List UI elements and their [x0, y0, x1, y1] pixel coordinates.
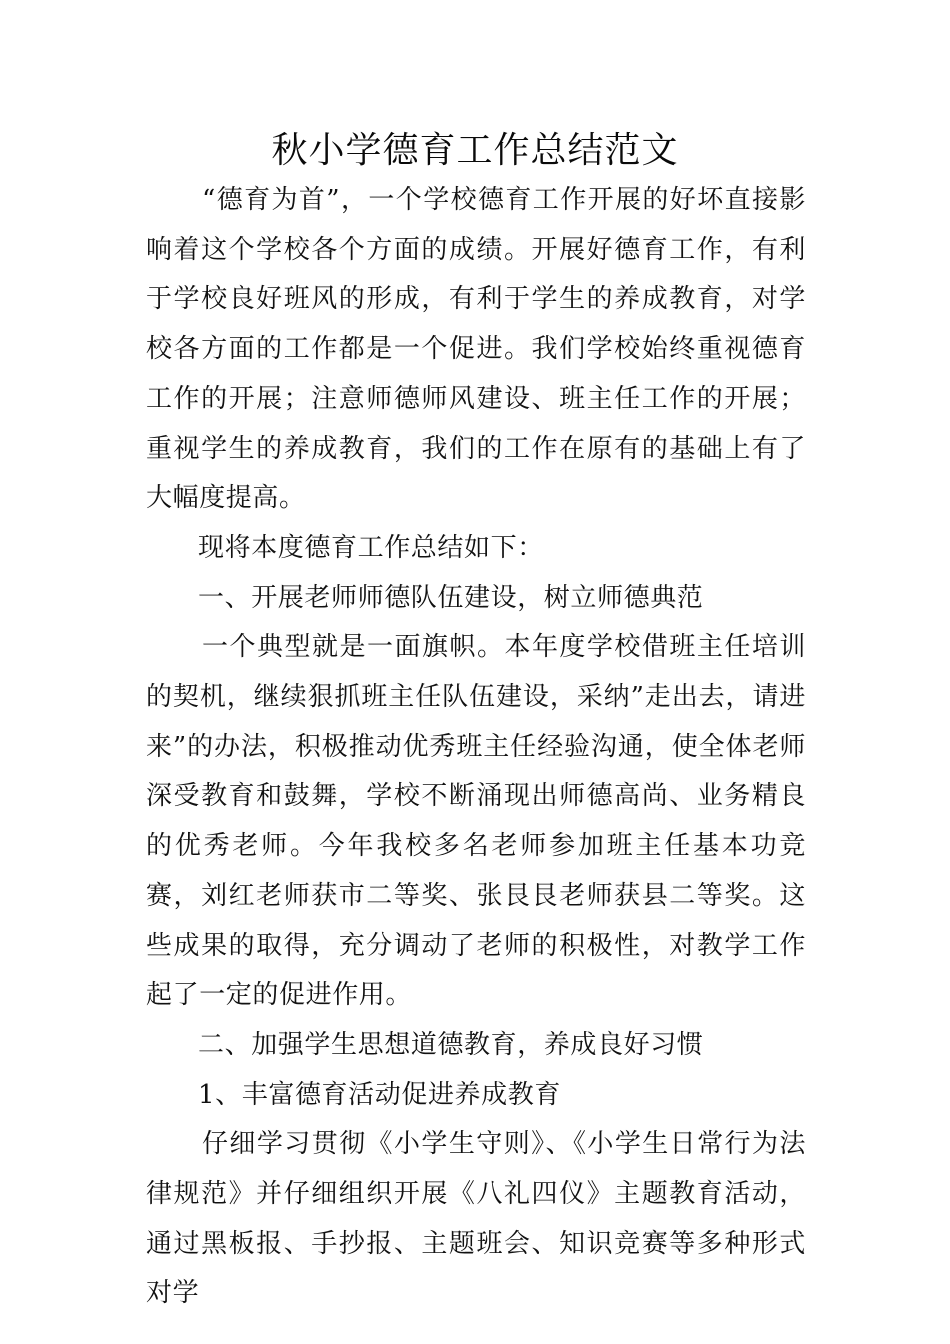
section-heading-1: 一、开展老师师德队伍建设，树立师德典范	[198, 582, 704, 613]
paragraph-moral-activities: 仔细学习贯彻《小学生守则》、《小学生日常行为法律规范》并仔细组织开展《八礼四仪》主题教育活动，通过黑板报、手抄报、主题班会、知识竞赛等多种形式对学	[146, 1129, 806, 1309]
document-body	[146, 176, 806, 1319]
paragraph-intro: “德育为首”，一个学校德育工作开展的好坏直接影响着这个学校各个方面的成绩。开展好德育工作，有利于学校良好班风的形成，有利于学生的养成教育，对学校各方面的工作都是一个促进。我们学校始终重视德育工作的开展；注意师德师风建设、班主任工作的开展；重视学生的养成教育，我们的工作在原有的基础上有了大幅度提高。	[146, 185, 806, 514]
paragraph-teacher-ethics: 一个典型就是一面旗帜。本年度学校借班主任培训的契机，继续狠抓班主任队伍建设，采纳”走出去，请进来”的办法，积极推动优秀班主任经验沟通，使全体老师深受教育和鼓舞，学校不断涌现出师德高尚、业务精良的优秀老师。今年我校多名老师参加班主任基本功竞赛，刘红老师获市二等奖、张艮艮老师获县二等奖。这些成果的取得，充分调动了老师的积极性，对教学工作起了一定的促进作用。	[146, 632, 806, 1011]
paragraph-summary-lead: 现将本度德育工作总结如下：	[198, 532, 544, 563]
subsection-heading-1: 1、丰富德育活动促进养成教育	[198, 1079, 561, 1110]
section-heading-2: 二、加强学生思想道德教育，养成良好习惯	[198, 1029, 704, 1060]
document-title: 秋小学德育工作总结范文	[271, 130, 679, 171]
